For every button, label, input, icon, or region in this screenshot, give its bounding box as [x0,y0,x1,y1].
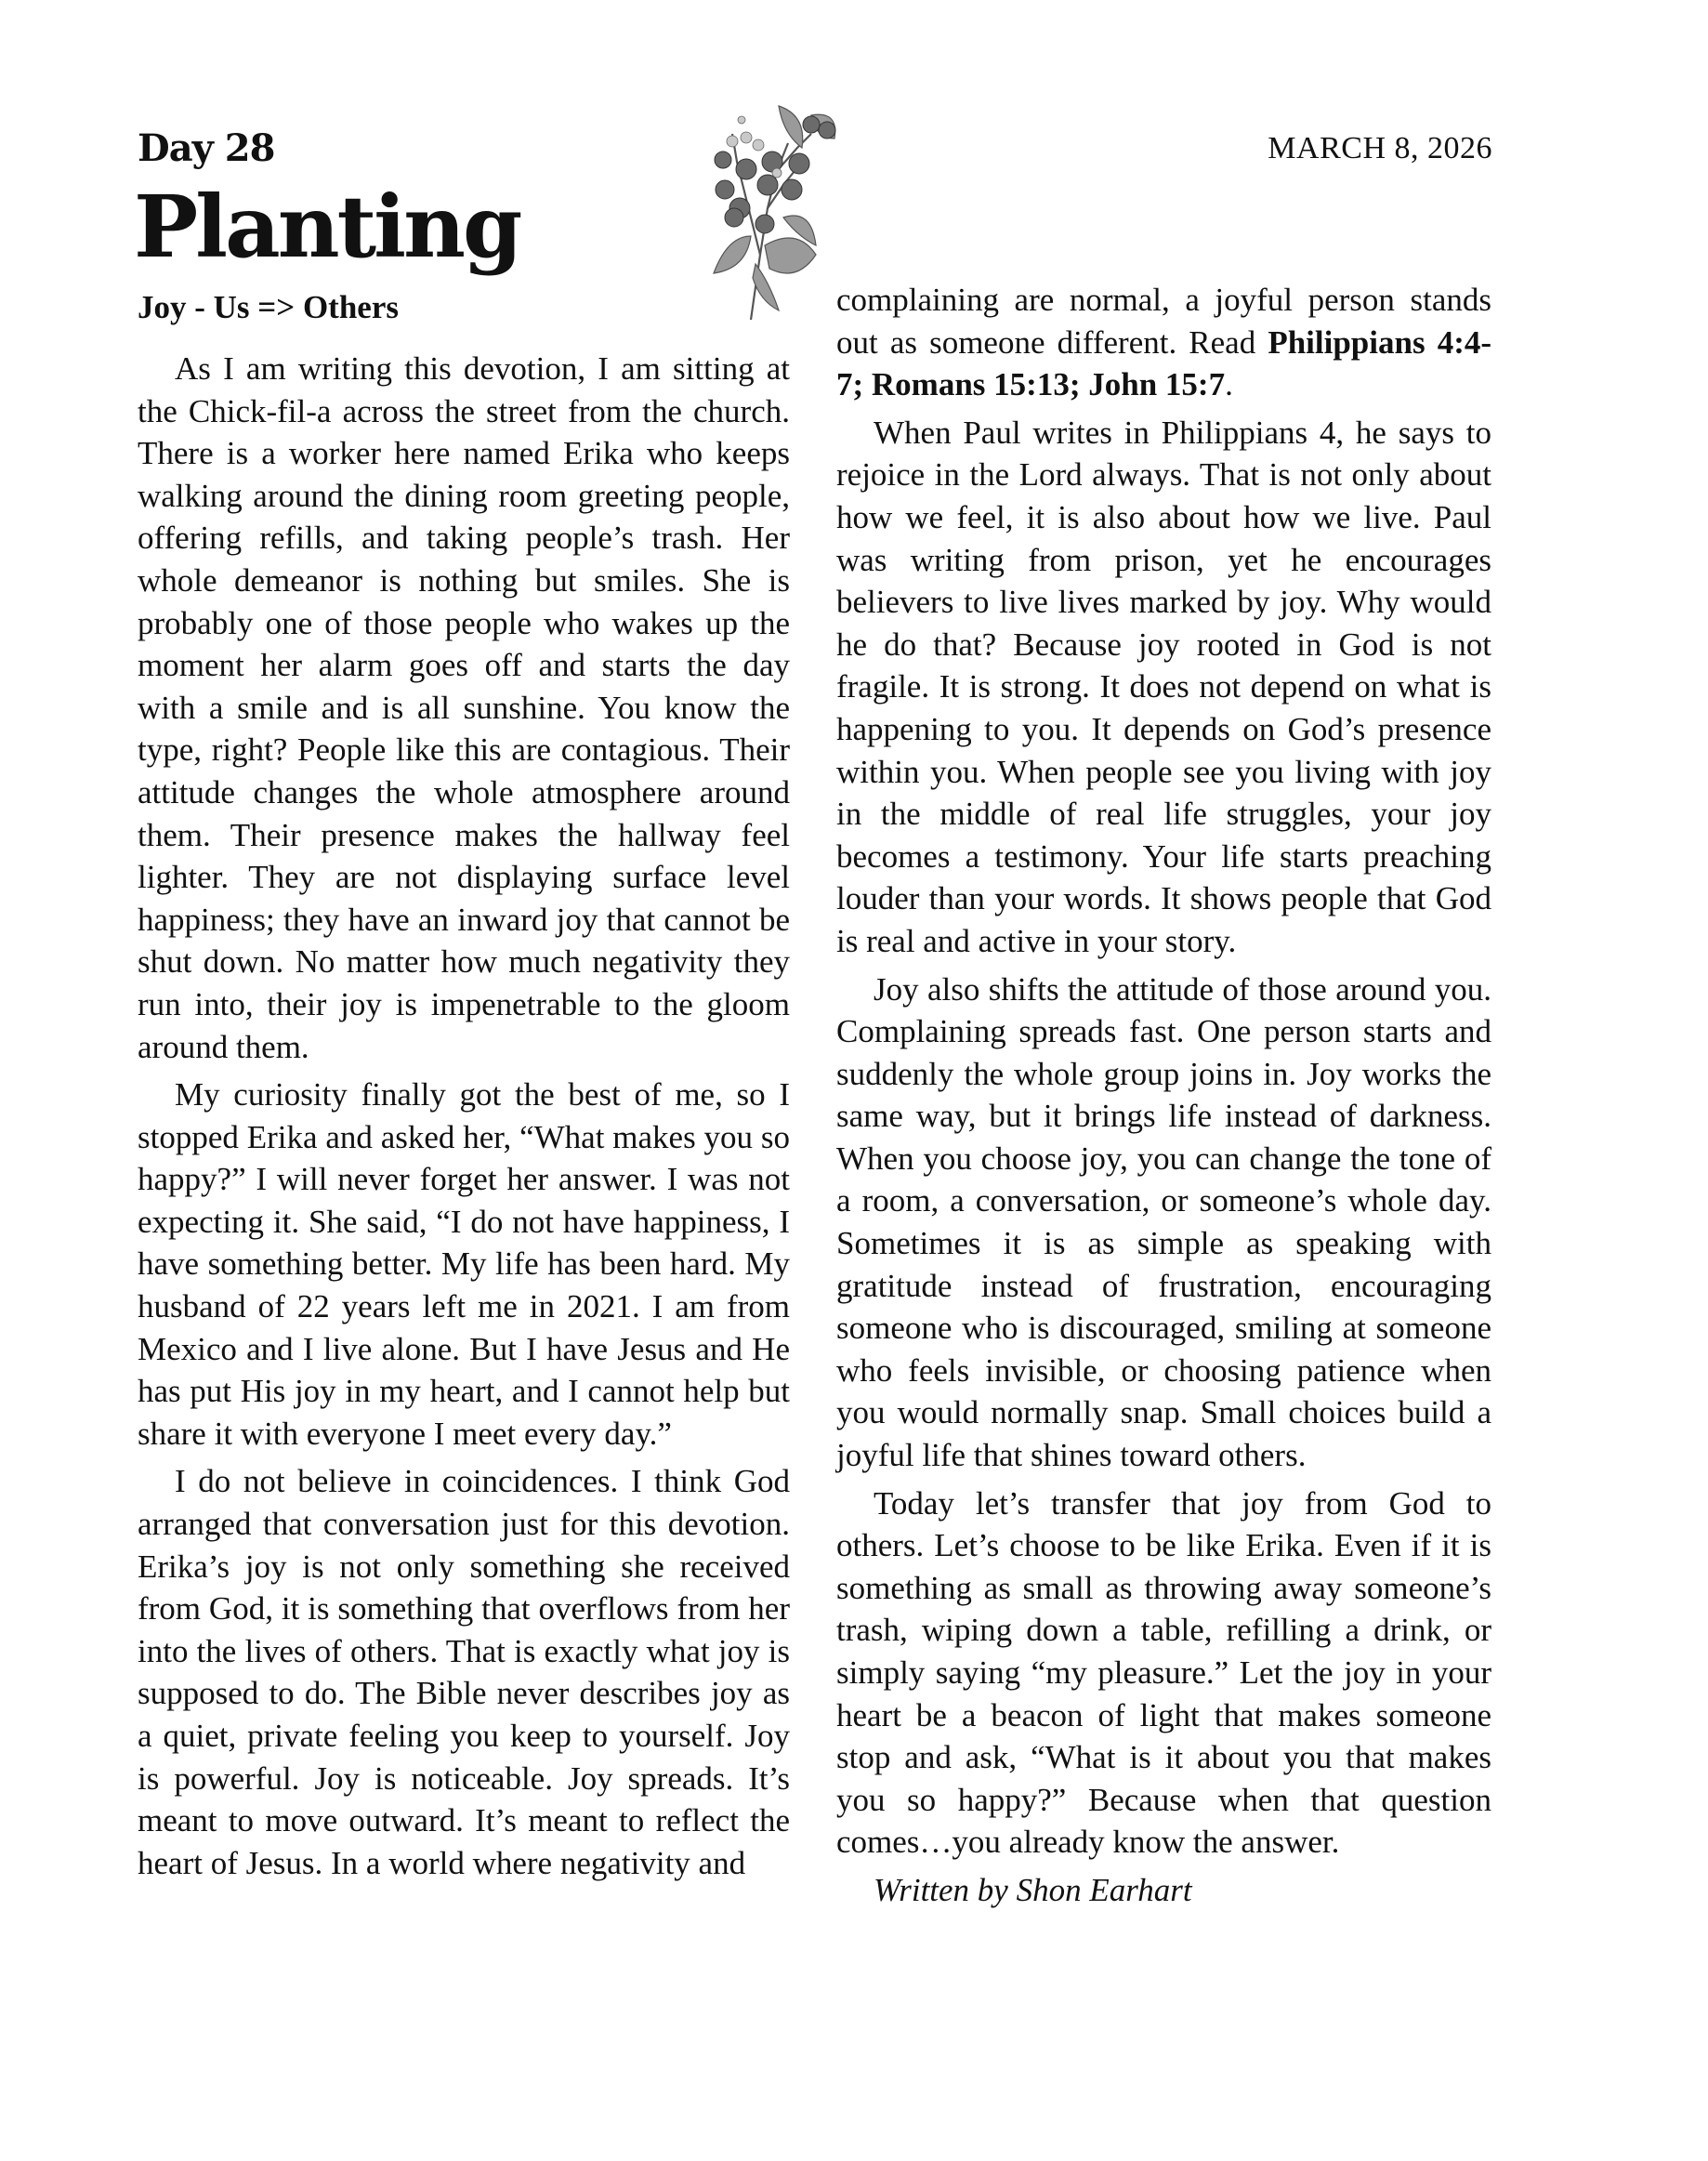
paragraph-3-continued-text: complaining are normal, a joyful person stands out as someone different. Read [836,282,1491,361]
date: MARCH 8, 2026 [1268,131,1492,165]
paragraph-6: Today let’s transfer that joy from God to others. Let’s choose to be like Erika. Even if it is something as small as throwing away someone’s trash, wiping down a table, refilling a drink, or simply saying “my pleasure.” Let the joy in your heart be a beacon of light that makes someone stop and ask, “What is it about you that makes you so happy?” Because when that question comes…you already know the answer. [836,1484,1491,1861]
paragraph-2: My curiosity finally got the best of me, so I stopped Erika and asked her, “What makes you so happy?” I will never forget her answer. I was not expecting it. She said, “I do not have happiness, I have something better. My life has been hard. My husband of 22 years left me in 2021. I am from Mexico and I live alone. But I have Jesus and He has put His joy in my heart, and I cannot help but share it with everyone I meet every day.” [138,1076,790,1452]
paragraph-1: As I am writing this devotion, I am sitting at the Chick-fil-a across the street from the church. There is a worker here named Erika who keeps walking around the dining room greeting people, offering refills, and taking people’s trash. Her whole demeanor is nothing but smiles. She is probably one of those people who wakes up the moment her alarm goes off and starts the day with a smile and is all sunshine. You know the type, right? People like this are contagious. Their attitude changes the whole atmosphere around them. Their presence makes the hallway feel lighter. They are not displaying surface level happiness; they have an inward joy that cannot be shut down. No matter how much negativity they run into, their joy is impenetrable to the gloom around them. [138,350,790,1065]
page-title: Planting [134,177,520,277]
paragraph-5: Joy also shifts the attitude of those around you. Complaining spreads fast. One person starts and suddenly the whole group joins in. Joy works the same way, but it brings life instead of darkness. When you choose joy, you can change the tone of a room, a conversation, or someone’s whole day. Sometimes it is as simple as speaking with gratitude instead of frustration, encouraging someone who is discouraged, smiling at someone who feels invisible, or choosing patience when you would normally snap. Small choices build a joyful life that shines toward others. [836,970,1491,1474]
scripture-references: Philippians 4:4-7; Romans 15:13; John 15:7 [836,323,1491,403]
right-column [836,279,1491,1912]
author-signature: Written by Shon Earhart [874,1871,1192,1908]
left-column [138,348,790,1890]
day-label: Day 28 [138,126,275,170]
paragraph-4: When Paul writes in Philippians 4, he says to rejoice in the Lord always. That is not only about how we feel, it is also about how we live. Paul was writing from prison, yet he encourages believers to live lives marked by joy. Why would he do that? Because joy rooted in God is not fragile. It is strong. It does not depend on what is happening to you. It depends on God’s presence within you. When people see you living with joy in the middle of real life struggles, your joy becomes a testimony. Your life starts preaching louder than your words. It shows people that God is real and active in your story. [836,414,1491,959]
paragraph-3-end: . [1225,366,1233,403]
paragraph-3-continued [836,279,1491,406]
subtitle: Joy - Us => Others [138,289,399,325]
blueberry-branch-icon [695,97,844,325]
paragraph-3: I do not believe in coincidences. I think God arranged that conversation just for this devotion. Erika’s joy is not only something she received from God, it is something that overflows from her into the lives of others. That is exactly what joy is supposed to do. The Bible never describes joy as a quiet, private feeling you keep to yourself. Joy is powerful. Joy is noticeable. Joy spreads. It’s meant to move outward. It’s meant to reflect the heart of Jesus. In a world where negativity and [138,1463,790,1881]
